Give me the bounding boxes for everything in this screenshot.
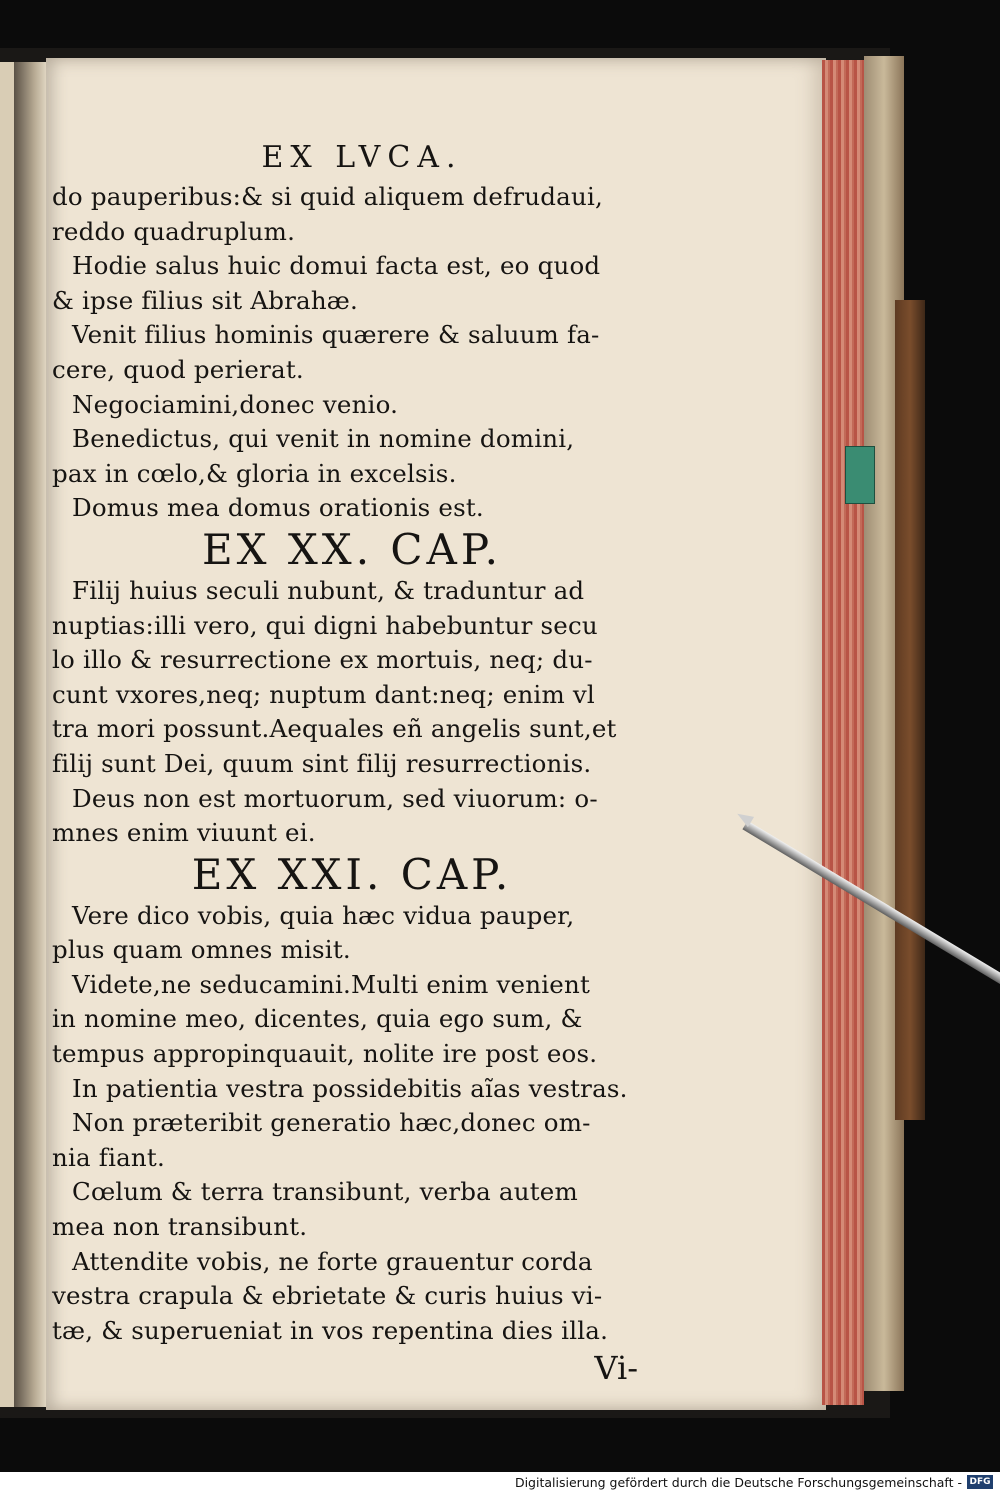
text-line: tra mori possunt.Aequales eñ angelis sunt,et (52, 714, 617, 744)
digitization-footer (0, 1472, 1000, 1493)
text-line: reddo quadruplum. (52, 216, 296, 246)
text-line: filij sunt Dei, quum sint filij resurrectionis. (52, 748, 592, 778)
text-line: Benedictus, qui venit in nomine domini, (72, 424, 575, 454)
page-text (52, 136, 652, 1388)
dfg-logo: DFG (967, 1475, 993, 1489)
text-block-3 (52, 899, 652, 1349)
text-line: mea non transibunt. (52, 1212, 308, 1242)
text-line: Domus mea domus orationis est. (72, 493, 484, 523)
text-line: Negociamini,donec venio. (72, 389, 399, 419)
text-block-2 (52, 574, 652, 851)
text-line: nia fiant. (52, 1142, 165, 1172)
text-line: Hodie salus huic domui facta est, eo quod (72, 251, 601, 281)
facing-page-edge (0, 62, 14, 1407)
text-line: tempus appropinquauit, nolite ire post eos. (52, 1039, 598, 1069)
text-line: Vere dico vobis, quia hæc vidua pauper, (72, 900, 575, 930)
catchword: Vi- (594, 1349, 638, 1388)
footer-credit: Digitalisierung gefördert durch die Deutsche Forschungsgemeinschaft - (514, 1475, 962, 1490)
red-page-edges (822, 60, 864, 1405)
text-line: mnes enim viuunt ei. (52, 818, 316, 848)
text-block-1 (52, 180, 652, 526)
text-line: Videte,ne seducamini.Multi enim venient (72, 969, 590, 999)
green-bookmark-tab (845, 446, 875, 504)
chapter-heading-20: EX XX. CAP. (202, 524, 502, 574)
gutter-shadow (14, 62, 48, 1407)
text-line: plus quam omnes misit. (52, 935, 351, 965)
text-line: Filij huius seculi nubunt, & traduntur ad (72, 575, 585, 605)
leather-cover-edge (895, 300, 925, 1120)
text-line: & ipse filius sit Abrahæ. (52, 285, 359, 315)
text-line: cere, quod perierat. (52, 354, 304, 384)
text-line: Deus non est mortuorum, sed viuorum: o- (72, 783, 598, 813)
text-line: Cœlum & terra transibunt, verba autem (72, 1177, 578, 1207)
text-line: Venit filius hominis quærere & saluum fa- (72, 320, 600, 350)
text-line: vestra crapula & ebrietate & curis huius vi- (52, 1281, 603, 1311)
text-line: in nomine meo, dicentes, quia ego sum, & (52, 1004, 583, 1034)
text-line: Non præteribit generatio hæc,donec om- (72, 1108, 591, 1138)
chapter-heading-21: EX XXI. CAP. (191, 849, 513, 899)
text-line: cunt vxores,neq; nuptum dant:neq; enim vl (52, 679, 595, 709)
text-line: Attendite vobis, ne forte grauentur corda (72, 1246, 593, 1276)
text-line: nuptias:illi vero, qui digni habebuntur secu (52, 610, 598, 640)
text-line: pax in cœlo,& gloria in excelsis. (52, 458, 457, 488)
text-line: lo illo & resurrectione ex mortuis, neq; du- (52, 645, 593, 675)
text-line: do pauperibus:& si quid aliquem defrudaui, (52, 182, 603, 211)
text-line: tæ, & superueniat in vos repentina dies illa. (52, 1315, 609, 1345)
running-head: EX LVCA. (261, 140, 463, 175)
text-line: In patientia vestra possidebitis aĩas vestras. (72, 1073, 628, 1103)
